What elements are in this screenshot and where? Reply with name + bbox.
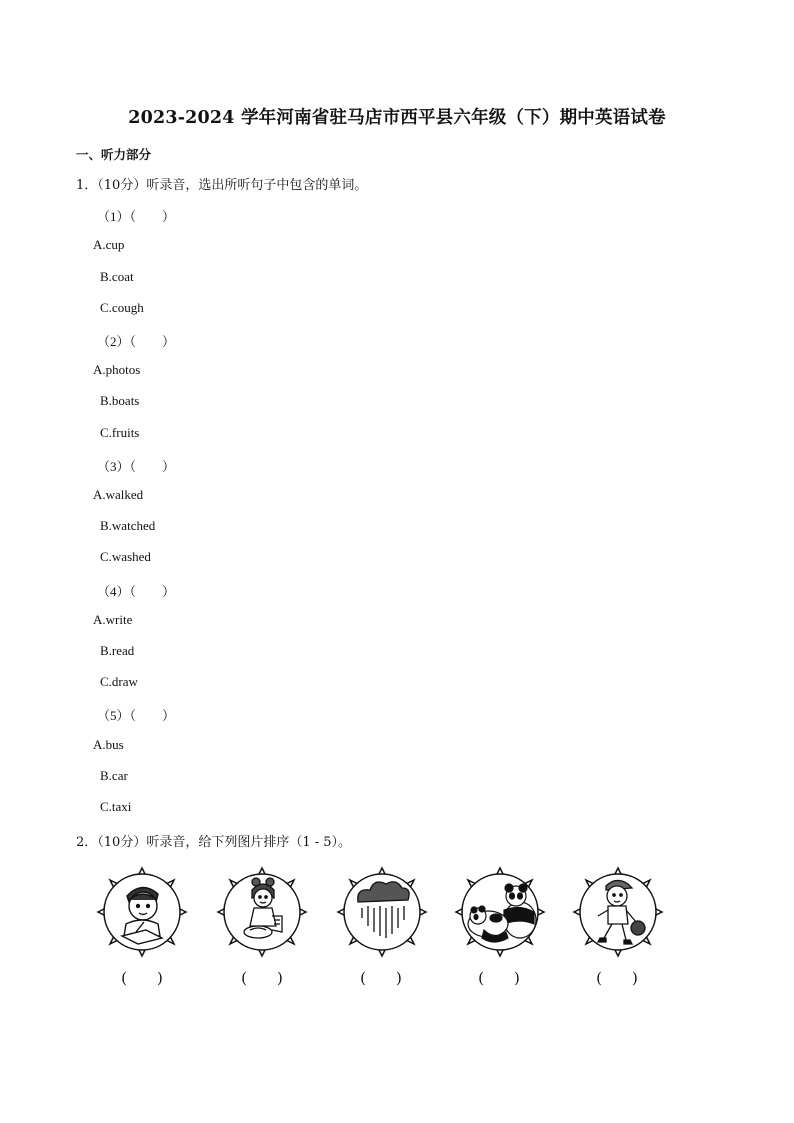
boy-writing-icon <box>96 866 188 958</box>
question-2-stem: 2．（10分）听录音，给下列图片排序（1 - 5）。 <box>76 835 352 850</box>
option-b: B.car <box>100 768 128 783</box>
option-a: A.walked <box>93 487 144 502</box>
option-c: C.cough <box>100 300 144 315</box>
option-b: B.read <box>100 643 135 658</box>
question-1-stem: 1．（10分）听录音，选出所听句子中包含的单词。 <box>76 178 368 193</box>
option-b: B.boats <box>100 393 140 408</box>
pandas-icon <box>454 866 546 958</box>
option-a: A.bus <box>93 737 124 752</box>
answer-bracket-3[interactable]: ( ) <box>360 969 402 987</box>
question-1-5-number: （5）（ ） <box>97 708 176 723</box>
option-c: C.fruits <box>100 425 140 440</box>
option-b: B.coat <box>100 269 134 284</box>
question-1-2-number: （2）（ ） <box>97 334 176 349</box>
option-c: C.taxi <box>100 799 132 814</box>
rain-cloud-icon <box>336 866 428 958</box>
question-1-3-number: （3）（ ） <box>97 459 176 474</box>
option-a: A.photos <box>93 362 141 377</box>
option-a: A.write <box>93 612 133 627</box>
page-title: 2023-2024 学年河南省驻马店市西平县六年级（下）期中英语试卷 <box>128 108 666 128</box>
option-c: C.draw <box>100 674 138 689</box>
option-b: B.watched <box>100 518 156 533</box>
question-1-4-number: （4）（ ） <box>97 584 176 599</box>
option-c: C.washed <box>100 549 151 564</box>
answer-bracket-2[interactable]: ( ) <box>241 969 283 987</box>
answer-bracket-1[interactable]: ( ) <box>121 969 163 987</box>
answer-bracket-5[interactable]: ( ) <box>596 969 638 987</box>
question-1-1-number: （1）（ ） <box>97 209 176 224</box>
answer-bracket-4[interactable]: ( ) <box>478 969 520 987</box>
boy-basketball-icon <box>572 866 664 958</box>
option-a: A.cup <box>93 237 125 252</box>
section-heading: 一、听力部分 <box>76 147 152 162</box>
picture-row <box>96 866 666 956</box>
girl-cooking-icon <box>216 866 308 958</box>
